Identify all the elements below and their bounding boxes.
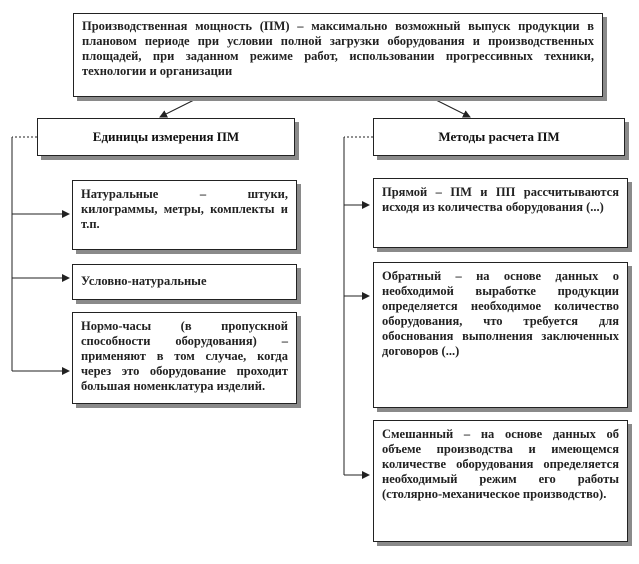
arrow-to-left-header [160, 97, 200, 117]
method-mixed-box [373, 420, 628, 542]
unit-conditional-box [72, 264, 297, 300]
method-reverse-text: Обратный – на основе данных о необходимой выработке продукции определяется необходимое количество оборудования, что требуется для обоснования выполнения заключенных договоров (...) [382, 269, 619, 358]
methods-header-box [373, 118, 625, 156]
method-mixed-text: Смешанный – на основе данных об объеме производства и имеющемся количестве оборудования определяется необходимый режим его работы (столярно-механическое производство). [382, 427, 619, 501]
unit-natural-box [72, 180, 297, 250]
method-direct-text: Прямой – ПМ и ПП рассчитываются исходя из количества оборудования (...) [382, 185, 619, 214]
capacity-term: Производственная мощность (ПМ) [82, 19, 290, 33]
units-header-label: Единицы измерения ПМ [92, 129, 240, 144]
unit-conditional-text: Условно-натуральные [81, 274, 207, 288]
unit-natural-text: Натуральные – штуки, килограммы, метры, комплекты и т.п. [81, 187, 288, 231]
capacity-definition: – максимально возможный выпуск продукции в плановом периоде при условии полной загрузки оборудования и производственных площадей, при заданном режиме работ, использовании прогрессивных техники, технологии и организации [82, 19, 595, 78]
unit-normhours-box [72, 312, 297, 404]
methods-header-label: Методы расчета ПМ [438, 129, 560, 144]
unit-normhours-text: Нормо-часы (в пропускной способности оборудования) – применяют в том случае, когда через это оборудование проходит большая номенклатура изделий. [81, 319, 288, 393]
method-direct-box [373, 178, 628, 248]
units-header-box [37, 118, 295, 156]
arrow-to-right-header [430, 97, 470, 117]
capacity-definition-box [73, 13, 603, 97]
method-reverse-box [373, 262, 628, 408]
